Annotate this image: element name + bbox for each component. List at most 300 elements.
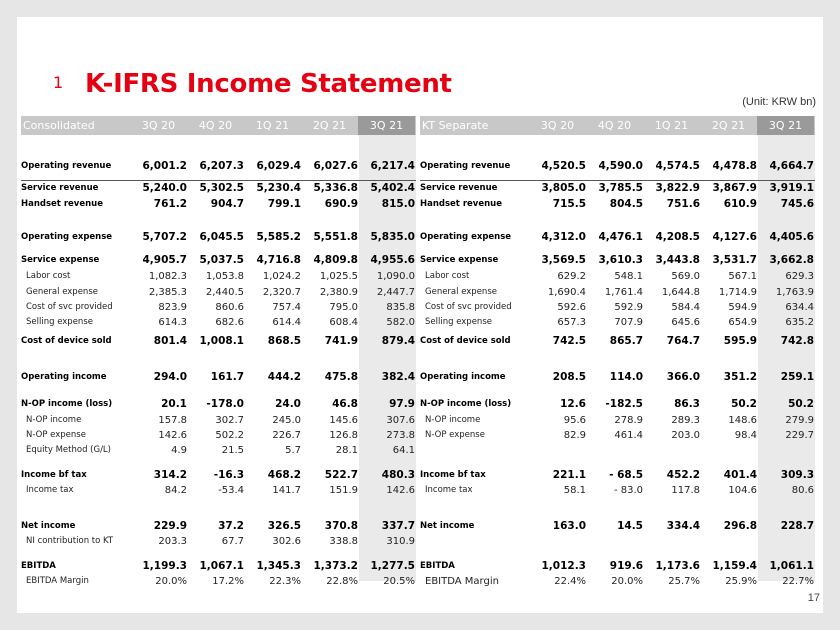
table-row [420,181,815,195]
row-value: - 83.0 [613,484,643,496]
row-value: 142.6 [386,484,415,496]
row-value: 444.2 [267,371,301,383]
row-value: -53.4 [218,484,244,496]
table-row [21,197,416,211]
header-period: 2Q 21 [312,119,347,132]
table-row [21,413,416,427]
divider-line [21,180,416,181]
table-row [21,253,416,267]
row-value: 4,590.0 [598,160,643,172]
table-row [21,181,416,195]
row-label: NI contribution to KT [26,536,114,546]
row-value: 278.9 [614,414,643,426]
row-value: 67.7 [221,535,244,547]
table-row [21,159,416,173]
row-label: Service expense [21,255,100,265]
row-value: 804.5 [609,198,643,210]
row-value: 20.0% [611,575,643,587]
row-value: 1,012.3 [541,560,586,572]
row-label: Income tax [425,485,473,495]
header-period: 2Q 21 [711,119,746,132]
row-value: 522.7 [324,469,358,481]
row-value: 629.2 [557,270,586,282]
row-label: Equity Method (G/L) [26,445,111,455]
row-value: 742.5 [552,335,586,347]
row-value: 6,217.4 [370,160,415,172]
row-value: 50.2 [788,398,814,410]
row-value: 64.1 [392,444,415,456]
row-value: 208.5 [552,371,586,383]
row-value: 310.9 [386,535,415,547]
row-value: 145.6 [329,414,358,426]
row-label: Service expense [420,255,499,265]
consolidated-table [21,116,416,587]
row-value: 4,716.8 [256,254,301,266]
row-value: 548.1 [614,270,643,282]
row-value: 5,240.0 [142,182,187,194]
row-value: 582.0 [386,316,415,328]
row-value: 294.0 [153,371,187,383]
table-row [21,334,416,348]
row-label: Net income [21,521,76,531]
row-value: 865.7 [609,335,643,347]
row-value: - 68.5 [609,469,643,481]
row-label: Income bf tax [21,470,87,480]
row-value: 2,380.9 [319,286,358,298]
row-label: Operating income [420,372,506,382]
table-row [420,483,815,497]
row-label: Operating expense [420,232,512,242]
table-row [21,534,416,548]
row-label: EBITDA [420,561,455,571]
row-value: 634.4 [785,301,814,313]
row-value: 97.9 [389,398,415,410]
table-row [420,519,815,533]
row-value: 645.6 [671,316,700,328]
row-value: 25.9% [725,575,757,587]
row-value: 6,207.3 [199,160,244,172]
row-value: 229.7 [785,429,814,441]
row-value: 4,312.0 [541,231,586,243]
row-label: General expense [26,287,98,297]
header-period: 3Q 21 [358,116,415,135]
row-value: 382.4 [381,371,415,383]
row-value: 17.2% [212,575,244,587]
kt-separate-table [420,116,815,587]
row-value: 799.1 [267,198,301,210]
row-value: 715.5 [552,198,586,210]
header-period: 1Q 21 [654,119,689,132]
row-value: 3,531.7 [712,254,757,266]
row-label: Operating revenue [21,161,112,171]
row-value: 3,822.9 [655,182,700,194]
row-value: 334.4 [666,520,700,532]
row-value: 3,569.5 [541,254,586,266]
row-value: 4,905.7 [142,254,187,266]
row-value: 2,320.7 [262,286,301,298]
row-value: 823.9 [158,301,187,313]
row-value: 1,159.4 [712,560,757,572]
row-value: 126.8 [329,429,358,441]
row-value: 868.5 [267,335,301,347]
row-label: N-OP income (loss) [420,399,512,409]
row-value: 707.9 [614,316,643,328]
page-title: K-IFRS Income Statement [85,69,452,99]
row-value: 614.3 [158,316,187,328]
row-value: 4,127.6 [712,231,757,243]
table-row [420,269,815,283]
unit-label: (Unit: KRW bn) [742,96,816,108]
header-period: 3Q 20 [540,119,575,132]
row-value: 1,690.4 [547,286,586,298]
row-value: 6,001.2 [142,160,187,172]
row-value: 351.2 [723,371,757,383]
section-number: 1 [53,73,64,92]
row-value: 229.9 [153,520,187,532]
row-value: 5,707.2 [142,231,187,243]
row-value: 4,809.8 [313,254,358,266]
row-value: 22.7% [782,575,814,587]
row-value: 20.5% [383,575,415,587]
row-value: 259.1 [780,371,814,383]
row-value: 764.7 [666,335,700,347]
row-value: 795.0 [329,301,358,313]
row-value: 741.9 [324,335,358,347]
row-value: 480.3 [381,469,415,481]
row-value: 307.6 [386,414,415,426]
row-value: 1,714.9 [718,286,757,298]
row-label: Cost of device sold [420,336,511,346]
row-value: 3,443.8 [655,254,700,266]
table-row [420,468,815,482]
row-value: 592.6 [557,301,586,313]
row-value: 4,664.7 [769,160,814,172]
table-row [420,413,815,427]
row-value: 3,805.0 [541,182,586,194]
row-value: 569.0 [671,270,700,282]
page-number: 17 [807,592,820,604]
table-row [21,397,416,411]
row-value: 4,574.5 [655,160,700,172]
row-value: 24.0 [275,398,301,410]
row-label: Handset revenue [420,199,502,209]
row-value: 4,208.5 [655,231,700,243]
row-value: 614.4 [272,316,301,328]
row-value: 5,835.0 [370,231,415,243]
row-value: 401.4 [723,469,757,481]
table-row [420,397,815,411]
row-value: 1,173.6 [655,560,700,572]
row-label: EBITDA Margin [425,575,499,587]
table-row [21,483,416,497]
header-period: 3Q 20 [141,119,176,132]
row-label: Cost of svc provided [425,302,512,312]
table-row [420,285,815,299]
row-label: Service revenue [21,183,99,193]
row-value: 273.8 [386,429,415,441]
row-value: 629.3 [785,270,814,282]
row-value: 1,082.3 [148,270,187,282]
header-label: KT Separate [422,119,489,132]
row-value: 104.6 [728,484,757,496]
row-value: 5.7 [285,444,301,456]
row-value: 366.0 [666,371,700,383]
row-value: 608.4 [329,316,358,328]
row-value: 1,345.3 [256,560,301,572]
row-value: 98.4 [734,429,757,441]
row-label: Selling expense [425,317,492,327]
table-row [420,334,815,348]
row-value: 3,662.8 [769,254,814,266]
row-value: 6,045.5 [199,231,244,243]
row-value: 690.9 [324,198,358,210]
header-period: 4Q 20 [597,119,632,132]
row-value: 757.4 [272,301,301,313]
row-label: Income bf tax [420,470,486,480]
table-row [21,519,416,533]
row-value: 1,053.8 [205,270,244,282]
row-value: 904.7 [210,198,244,210]
row-value: 5,037.5 [199,254,244,266]
row-value: 314.2 [153,469,187,481]
row-value: 567.1 [728,270,757,282]
row-value: 338.8 [329,535,358,547]
table-row [420,230,815,244]
row-value: 326.5 [267,520,301,532]
row-value: 161.7 [210,371,244,383]
row-value: 163.0 [552,520,586,532]
header-period: 4Q 20 [198,119,233,132]
row-value: 4,478.8 [712,160,757,172]
row-label: N-OP expense [425,430,485,440]
row-value: 117.8 [671,484,700,496]
row-label: Cost of device sold [21,336,112,346]
row-value: 25.7% [668,575,700,587]
row-value: 37.2 [218,520,244,532]
row-value: 1,761.4 [604,286,643,298]
row-value: 2,447.7 [376,286,415,298]
row-value: 22.4% [554,575,586,587]
row-value: 3,919.1 [769,182,814,194]
row-value: 370.8 [324,520,358,532]
row-label: Operating income [21,372,107,382]
row-label: N-OP income [425,415,481,425]
table-row [21,559,416,573]
table-row [21,300,416,314]
row-value: 221.1 [552,469,586,481]
row-value: 1,061.1 [769,560,814,572]
row-value: 46.8 [332,398,358,410]
row-value: 1,090.0 [376,270,415,282]
table-row [21,315,416,329]
row-value: 22.3% [269,575,301,587]
table-row [21,285,416,299]
row-value: 6,029.4 [256,160,301,172]
row-value: 4,405.6 [769,231,814,243]
table-row [420,300,815,314]
row-label: Selling expense [26,317,93,327]
table-row [21,269,416,283]
row-value: 1,008.1 [199,335,244,347]
row-value: 1,644.8 [661,286,700,298]
table-row [420,253,815,267]
row-value: 95.6 [563,414,586,426]
row-value: 5,230.4 [256,182,301,194]
row-value: 309.3 [780,469,814,481]
table-row [420,197,815,211]
row-value: -182.5 [605,398,643,410]
row-value: 592.9 [614,301,643,313]
row-label: General expense [425,287,497,297]
row-value: 1,763.9 [775,286,814,298]
row-value: 595.9 [723,335,757,347]
row-value: 84.2 [164,484,187,496]
row-value: 2,440.5 [205,286,244,298]
row-value: 4,520.5 [541,160,586,172]
row-value: 5,302.5 [199,182,244,194]
table-row [420,428,815,442]
row-value: 801.4 [153,335,187,347]
row-value: 657.3 [557,316,586,328]
row-value: 468.2 [267,469,301,481]
row-value: 1,024.2 [262,270,301,282]
table-row [21,230,416,244]
row-value: 228.7 [780,520,814,532]
row-value: 3,610.3 [598,254,643,266]
row-value: 5,336.8 [313,182,358,194]
row-label: Service revenue [420,183,498,193]
row-value: 226.7 [272,429,301,441]
row-value: 4.9 [171,444,187,456]
table-row [21,468,416,482]
row-value: 3,867.9 [712,182,757,194]
row-value: 22.8% [326,575,358,587]
table-header [21,116,416,135]
row-value: 1,199.3 [142,560,187,572]
header-label: Consolidated [23,119,95,132]
row-value: 1,277.5 [370,560,415,572]
table-row [420,574,815,588]
table-row [420,370,815,384]
table-row [420,559,815,573]
row-value: 302.7 [215,414,244,426]
row-label: Handset revenue [21,199,103,209]
row-value: 4,955.6 [370,254,415,266]
row-label: Labor cost [425,271,470,281]
row-value: 452.2 [666,469,700,481]
row-value: 14.5 [617,520,643,532]
row-value: 835.8 [386,301,415,313]
header-period: 3Q 21 [757,116,814,135]
row-value: 5,402.4 [370,182,415,194]
row-value: 245.0 [272,414,301,426]
divider-line [420,180,815,181]
row-value: 20.0% [155,575,187,587]
row-value: 1,067.1 [199,560,244,572]
table-row [21,574,416,588]
row-value: 21.5 [221,444,244,456]
row-value: 82.9 [563,429,586,441]
row-value: 682.6 [215,316,244,328]
row-value: 461.4 [614,429,643,441]
row-label: Labor cost [26,271,71,281]
row-label: N-OP expense [26,430,86,440]
row-value: 20.1 [161,398,187,410]
row-value: 114.0 [609,371,643,383]
row-value: 751.6 [666,198,700,210]
row-value: 80.6 [791,484,814,496]
table-row [420,315,815,329]
row-value: 148.6 [728,414,757,426]
row-value: 142.6 [158,429,187,441]
row-value: 6,027.6 [313,160,358,172]
row-value: 860.6 [215,301,244,313]
row-value: 50.2 [731,398,757,410]
row-value: 475.8 [324,371,358,383]
header-period: 1Q 21 [255,119,290,132]
row-value: -178.0 [206,398,244,410]
row-value: 203.3 [158,535,187,547]
row-value: 157.8 [158,414,187,426]
row-value: 86.3 [674,398,700,410]
row-value: 203.0 [671,429,700,441]
row-value: 594.9 [728,301,757,313]
row-label: Operating revenue [420,161,511,171]
row-value: 141.7 [272,484,301,496]
row-value: 815.0 [381,198,415,210]
table-row [21,428,416,442]
row-value: 745.6 [780,198,814,210]
row-value: 296.8 [723,520,757,532]
row-value: 5,551.8 [313,231,358,243]
row-value: 1,373.2 [313,560,358,572]
row-value: 610.9 [723,198,757,210]
row-value: -16.3 [213,469,244,481]
row-value: 919.6 [609,560,643,572]
row-value: 289.3 [671,414,700,426]
row-label: N-OP income [26,415,82,425]
row-label: Operating expense [21,232,113,242]
table-header [420,116,815,135]
row-value: 635.2 [785,316,814,328]
row-value: 4,476.1 [598,231,643,243]
row-value: 1,025.5 [319,270,358,282]
row-value: 279.9 [785,414,814,426]
row-value: 337.7 [381,520,415,532]
row-value: 654.9 [728,316,757,328]
row-label: Cost of svc provided [26,302,113,312]
row-value: 742.8 [780,335,814,347]
row-value: 151.9 [329,484,358,496]
table-row [21,443,416,457]
row-value: 58.1 [563,484,586,496]
row-value: 2,385.3 [148,286,187,298]
row-value: 5,585.2 [256,231,301,243]
row-label: EBITDA Margin [26,576,89,586]
row-label: EBITDA [21,561,56,571]
row-label: Income tax [26,485,74,495]
row-value: 502.2 [215,429,244,441]
row-value: 28.1 [335,444,358,456]
table-row [21,370,416,384]
row-value: 12.6 [560,398,586,410]
row-value: 3,785.5 [598,182,643,194]
row-value: 584.4 [671,301,700,313]
table-row [420,159,815,173]
row-label: N-OP income (loss) [21,399,113,409]
row-value: 879.4 [381,335,415,347]
row-label: Net income [420,521,475,531]
